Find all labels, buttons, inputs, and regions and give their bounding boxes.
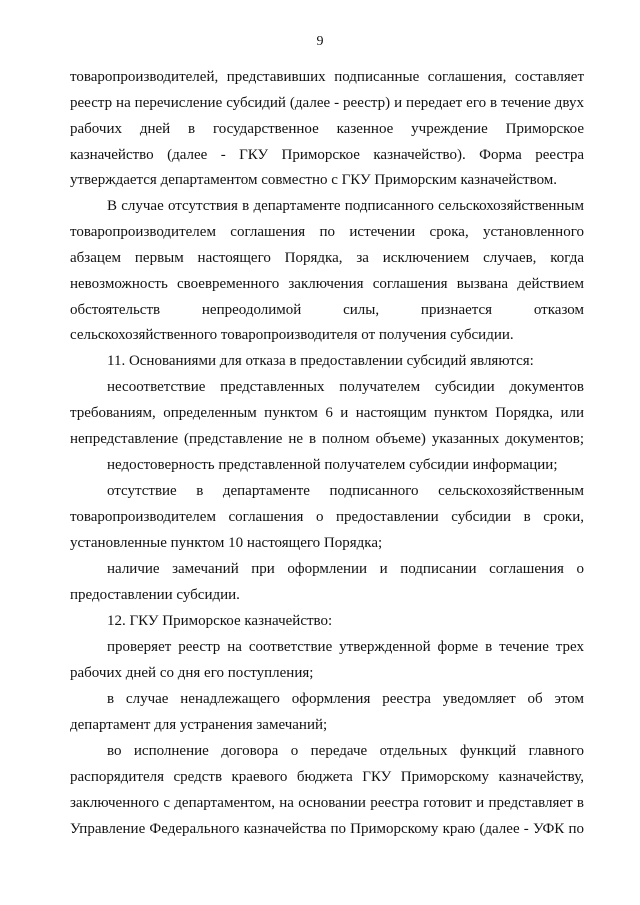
text-line: департамент для устранения замечаний; — [70, 717, 328, 733]
text-line: Управление Федерального казначейства по Приморскому краю (далее - УФК по — [70, 821, 584, 837]
text-line: во исполнение договора о передаче отдельных функций главного — [107, 743, 584, 759]
page-number: 9 — [316, 34, 324, 49]
text-line: распорядителя средств краевого бюджета ГКУ Приморскому казначейству, — [70, 769, 584, 785]
text-line: утверждается департаментом совместно с ГКУ Приморским казначейством. — [70, 172, 558, 188]
text-line: в случае ненадлежащего оформления реестра уведомляет об этом — [107, 691, 584, 707]
text-line: товаропроизводителей, представивших подписанные соглашения, составляет — [70, 69, 584, 85]
text-line: абзацем первым настоящего Порядка, за исключением случаев, когда — [70, 250, 584, 266]
text-line: наличие замечаний при оформлении и подписании соглашения о — [107, 561, 584, 577]
text-line: рабочих дней со дня его поступления; — [70, 665, 314, 681]
text-line: проверяет реестр на соответствие утвержденной форме в течение трех — [107, 639, 584, 655]
text-line: товаропроизводителем соглашения по истечении срока, установленного — [70, 224, 584, 240]
text-line: непредставление (представление не в полном объеме) указанных документов; — [70, 431, 584, 447]
text-line: несоответствие представленных получателем субсидии документов — [107, 379, 584, 395]
text-line: отсутствие в департаменте подписанного сельскохозяйственным — [107, 483, 584, 499]
text-line: требованиям, определенным пунктом 6 и настоящим пунктом Порядка, или — [70, 405, 584, 421]
text-line: установленные пунктом 10 настоящего Порядка; — [70, 535, 383, 551]
text-line: заключенного с департаментом, на основании реестра готовит и представляет в — [70, 795, 584, 811]
text-line: обстоятельств непреодолимой силы, признается отказом — [70, 302, 584, 318]
text-line: В случае отсутствия в департаменте подписанного сельскохозяйственным — [107, 198, 584, 214]
text-line: невозможность своевременного заключения соглашения вызвана действием — [70, 276, 584, 292]
text-line: товаропроизводителем соглашения о предоставлении субсидии в сроки, — [70, 509, 584, 525]
text-line: рабочих дней в государственное казенное учреждение Приморское — [70, 121, 584, 137]
text-line: недостоверность представленной получателем субсидии информации; — [107, 457, 558, 473]
section-heading: 12. ГКУ Приморское казначейство: — [107, 613, 333, 629]
text-line: сельскохозяйственного товаропроизводителя от получения субсидии. — [70, 327, 514, 343]
text-line: казначейство (далее - ГКУ Приморское казначейство). Форма реестра — [70, 147, 584, 163]
text-line: предоставлении субсидии. — [70, 587, 240, 603]
text-line: реестр на перечисление субсидий (далее - реестр) и передает его в течение двух — [70, 95, 584, 111]
section-heading: 11. Основаниями для отказа в предоставлении субсидий являются: — [107, 353, 534, 369]
